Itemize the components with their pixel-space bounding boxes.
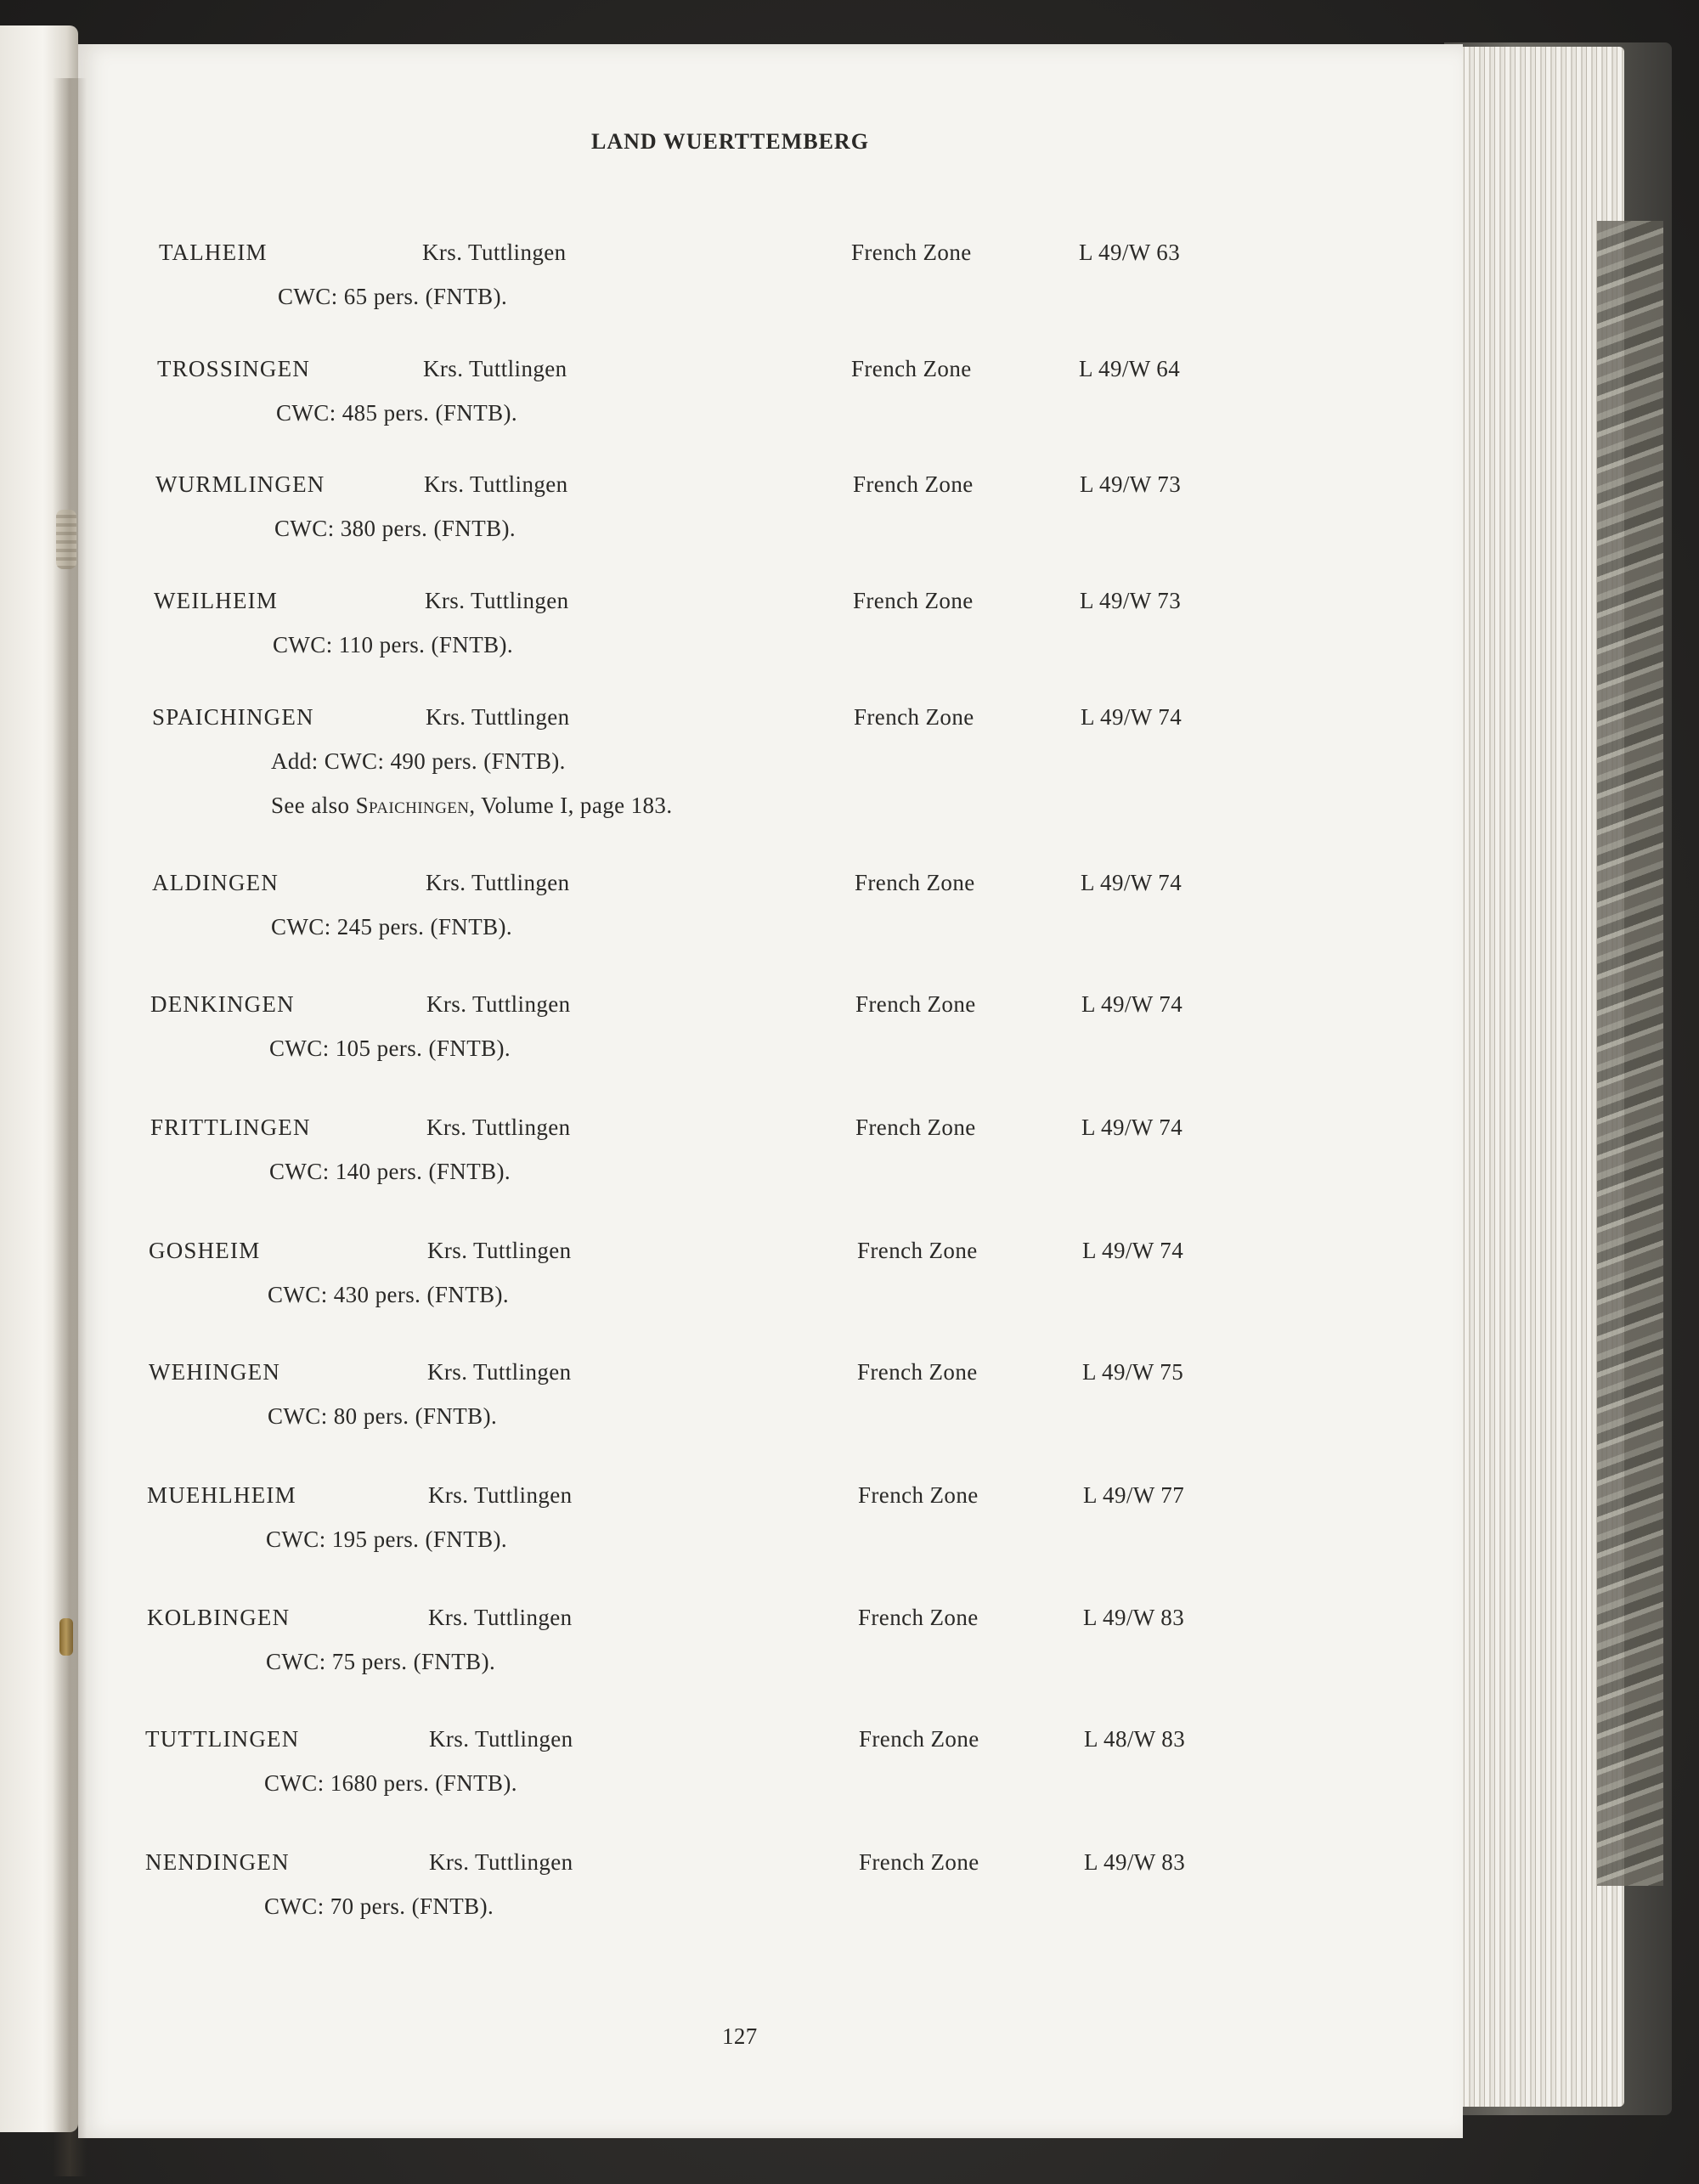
grid-reference: L 49/W 83 xyxy=(1083,1605,1185,1630)
see-also-prefix: See also xyxy=(271,793,356,818)
detail-line: CWC: 1680 pers. (FNTB). xyxy=(264,1770,517,1796)
grid-reference: L 49/W 63 xyxy=(1079,240,1181,265)
grid-reference: L 49/W 75 xyxy=(1082,1359,1184,1385)
grid-reference: L 49/W 73 xyxy=(1080,588,1182,613)
grid-reference: L 49/W 77 xyxy=(1083,1482,1185,1508)
district-label: Krs. Tuttlingen xyxy=(422,240,567,265)
detail-line: CWC: 110 pers. (FNTB). xyxy=(273,632,514,657)
place-name: SPAICHINGEN xyxy=(152,704,314,730)
detail-line: CWC: 380 pers. (FNTB). xyxy=(274,516,516,541)
zone-label: French Zone xyxy=(855,991,976,1017)
place-name: DENKINGEN xyxy=(150,991,295,1017)
zone-label: French Zone xyxy=(858,1605,979,1630)
detail-line: CWC: 430 pers. (FNTB). xyxy=(268,1282,510,1307)
see-also-note xyxy=(271,793,673,819)
place-name: ALDINGEN xyxy=(152,870,279,895)
district-label: Krs. Tuttlingen xyxy=(427,1238,572,1263)
district-label: Krs. Tuttlingen xyxy=(426,1115,571,1140)
place-name: FRITTLINGEN xyxy=(150,1115,311,1140)
zone-label: French Zone xyxy=(857,1238,978,1263)
grid-reference: L 49/W 74 xyxy=(1081,704,1183,730)
district-label: Krs. Tuttlingen xyxy=(426,704,570,730)
detail-line: CWC: 75 pers. (FNTB). xyxy=(266,1649,496,1674)
detail-line: CWC: 80 pers. (FNTB). xyxy=(268,1403,498,1429)
grid-reference: L 49/W 74 xyxy=(1081,991,1183,1017)
place-name: TUTTLINGEN xyxy=(145,1726,300,1752)
place-name: WEHINGEN xyxy=(149,1359,281,1385)
district-label: Krs. Tuttlingen xyxy=(427,1359,572,1385)
grid-reference: L 49/W 74 xyxy=(1082,1238,1184,1263)
place-name: TALHEIM xyxy=(159,240,268,265)
district-label: Krs. Tuttlingen xyxy=(428,1605,573,1630)
page-header: LAND WUERTTEMBERG xyxy=(591,129,869,154)
place-name: TROSSINGEN xyxy=(157,356,311,381)
grid-reference: L 49/W 73 xyxy=(1080,471,1182,497)
zone-label: French Zone xyxy=(859,1849,979,1875)
place-name: MUEHLHEIM xyxy=(147,1482,296,1508)
detail-line: CWC: 65 pers. (FNTB). xyxy=(278,284,508,309)
zone-label: French Zone xyxy=(853,471,974,497)
district-label: Krs. Tuttlingen xyxy=(424,471,568,497)
district-label: Krs. Tuttlingen xyxy=(429,1849,573,1875)
page-gutter-shadow xyxy=(53,78,87,2176)
district-label: Krs. Tuttlingen xyxy=(426,991,571,1017)
zone-label: French Zone xyxy=(857,1359,978,1385)
place-name: NENDINGEN xyxy=(145,1849,290,1875)
place-name: WURMLINGEN xyxy=(155,471,325,497)
detail-line: CWC: 485 pers. (FNTB). xyxy=(276,400,518,426)
zone-label: French Zone xyxy=(851,356,972,381)
zone-label: French Zone xyxy=(854,704,974,730)
cover-marbling xyxy=(1597,221,1663,1886)
district-label: Krs. Tuttlingen xyxy=(428,1482,573,1508)
zone-label: French Zone xyxy=(851,240,972,265)
place-name: GOSHEIM xyxy=(149,1238,261,1263)
detail-line: CWC: 140 pers. (FNTB). xyxy=(269,1159,511,1184)
detail-line: Add: CWC: 490 pers. (FNTB). xyxy=(271,748,566,774)
detail-line: CWC: 70 pers. (FNTB). xyxy=(264,1893,494,1919)
detail-line: CWC: 195 pers. (FNTB). xyxy=(266,1527,508,1552)
zone-label: French Zone xyxy=(859,1726,979,1752)
grid-reference: L 49/W 64 xyxy=(1079,356,1181,381)
district-label: Krs. Tuttlingen xyxy=(426,870,570,895)
grid-reference: L 49/W 74 xyxy=(1081,870,1183,895)
zone-label: French Zone xyxy=(858,1482,979,1508)
grid-reference: L 49/W 83 xyxy=(1084,1849,1186,1875)
zone-label: French Zone xyxy=(853,588,974,613)
detail-line: CWC: 105 pers. (FNTB). xyxy=(269,1036,511,1061)
district-label: Krs. Tuttlingen xyxy=(425,588,569,613)
detail-line: CWC: 245 pers. (FNTB). xyxy=(271,914,513,940)
place-name: WEILHEIM xyxy=(154,588,279,613)
district-label: Krs. Tuttlingen xyxy=(429,1726,573,1752)
page-number: 127 xyxy=(722,2023,758,2049)
grid-reference: L 49/W 74 xyxy=(1081,1115,1183,1140)
zone-label: French Zone xyxy=(855,1115,976,1140)
place-name: KOLBINGEN xyxy=(147,1605,291,1630)
document-page xyxy=(78,44,1463,2138)
see-also-reference: Spaichingen xyxy=(355,793,470,818)
district-label: Krs. Tuttlingen xyxy=(423,356,567,381)
zone-label: French Zone xyxy=(855,870,975,895)
grid-reference: L 48/W 83 xyxy=(1084,1726,1186,1752)
see-also-suffix: , Volume I, page 183. xyxy=(469,793,673,818)
